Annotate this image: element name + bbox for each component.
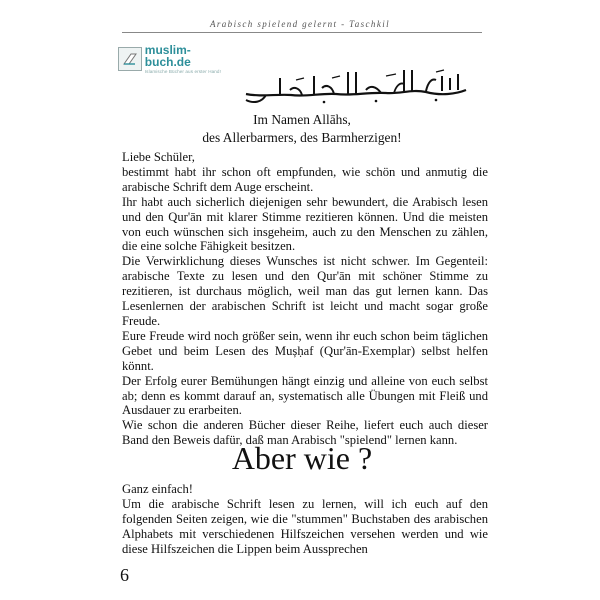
body-text (122, 150, 488, 448)
invocation-line-2: des Allerbarmers, des Barmherzigen! (202, 129, 402, 145)
logo-name: muslim-buch.de (144, 42, 191, 69)
paragraph: Eure Freude wird noch größer sein, wenn ihr euch schon beim täglichen Gebet und beim Lesen des Mușḥaf (Qur'ān-Exemplar) selbst helfen könnt. (122, 328, 488, 373)
paragraph: bestimmt habt ihr schon oft empfunden, wie schön und anmutig die arabische Schrift dem Auge erscheint. (122, 164, 488, 194)
running-head: Arabisch spielend gelernt - Taschkil (209, 19, 391, 29)
paragraph: Liebe Schüler, (122, 150, 195, 164)
section-headline: Aber wie ? (231, 440, 373, 476)
body-text-continued (122, 482, 488, 557)
paragraph: Um die arabische Schrift lesen zu lernen, will ich euch auf den folgenden Seiten zeigen, wie die "stummen" Buchstaben des arabischen Alphabets mit verschiedenen Hilfszeichen versehen werden und wie diese Hilfszeichen die Lippen beim Aussprechen (122, 496, 488, 556)
invocation (122, 111, 482, 146)
watermark-logo (118, 44, 236, 74)
basmala-calligraphy-icon (236, 60, 476, 108)
header-rule (122, 32, 482, 33)
book-icon (118, 47, 142, 71)
paragraph: Ihr habt auch sicherlich diejenigen sehr bewundert, die Arabisch lesen und den Qur'ān mit klarer Stimme rezitieren können. Und die meisten von euch wünschen sich insgeheim, auch zu den Menschen zu zählen, die eine solche Fähigkeit besitzen. (122, 194, 488, 254)
paragraph: Ganz einfach! (122, 482, 193, 496)
paragraph: Wie schon die anderen Bücher dieser Reihe, liefert euch auch dieser Band den Beweis dafür, daß man Arabisch "spielend" lernen kann. (122, 418, 488, 448)
page-number: 6 (120, 565, 129, 585)
logo-tagline: Islamische Bücher aus erster Hand! (144, 68, 221, 74)
paragraph: Der Erfolg eurer Bemühungen hängt einzig und alleine von euch selbst ab; denn es kommt darauf an, systematisch alle Übungen mit Fleiß und Ausdauer zu erarbeiten. (122, 373, 488, 418)
invocation-line-1: Im Namen Allāhs, (253, 112, 351, 127)
paragraph: Die Verwirklichung dieses Wunsches ist nicht schwer. Im Gegenteil: arabische Texte zu lesen und den Qur'ān mit schöner Stimme zu rezitieren, ist durchaus möglich, weil man das gut lernen kann. Das Lesenlernen der arabischen Schrift ist leicht und macht sogar große Freude. (122, 254, 488, 328)
